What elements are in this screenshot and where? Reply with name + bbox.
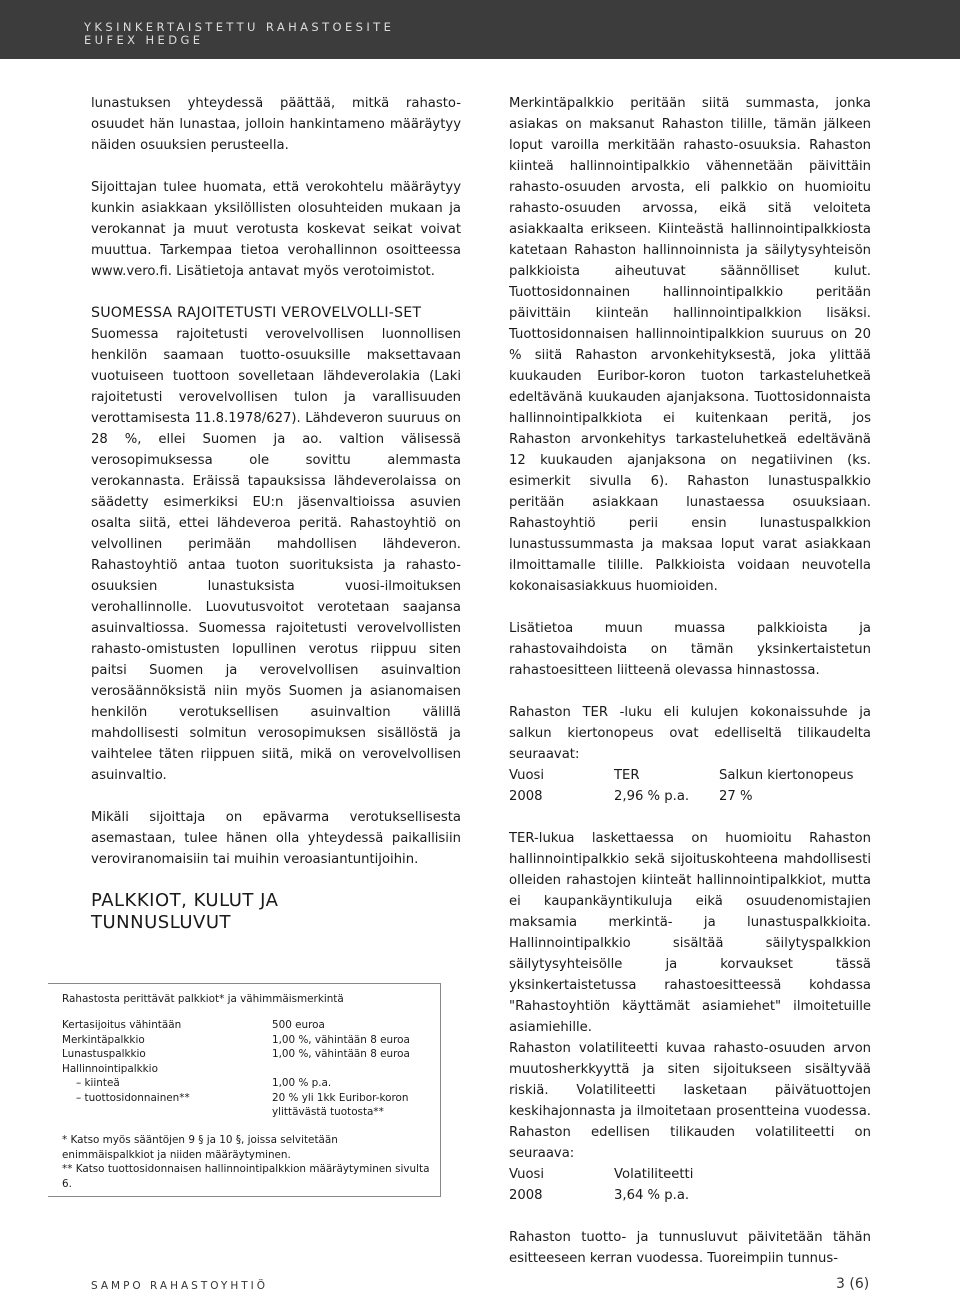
volatility-table xyxy=(509,1164,693,1206)
footer-brand: SAMPO RAHASTOYHTIÖ xyxy=(91,1280,269,1292)
ter-header-ter: TER xyxy=(614,768,640,783)
fee-value xyxy=(272,1062,410,1077)
left-column xyxy=(91,93,461,934)
section-heading-tax: SUOMESSA RAJOITETUSTI VEROVELVOLLI-SET xyxy=(91,305,422,321)
right-paragraph-1: Merkintäpalkkio peritään siitä summasta, jonka asiakas on maksanut Rahaston tilille, tämän jälkeen loput varoilla merkitään rahasto-osuuksia. Rahaston kiinteä hallinnointipalkkio vähennetään päivittäin rahasto-osuuden arvosta, eli palkkio on huomioitu rahasto-osuuden arvossa, eikä sitä veloiteta asiakkaalta erikseen. Kiinteästä hallinnointipalkkiosta katetaan Rahaston hallinnoinnista ja säilytysyhteisön palkkioista aiheutuvat säännölliset kulut. Tuottosidonnainen hallinnointipalkkio peritään päivittäin kiinteän hallinnointipalkkion lisäksi. Tuottosidonnaisen hallinnointipalkkion suuruus on 20 % siitä Rahaston arvonkehityksestä, joka ylittää kuukauden Euribor-koron tuoton tarkasteluhetkeä edeltävänä kuukauden ajanjaksona. Tuottosidonnaista hallinnointipalkkiota ei kuitenkaan peritä, jos Rahaston arvonkehitys tarkasteluhetkeä edeltävänä 12 kuukauden ajanjaksona on negatiivinen (ks. esimerkit sivulla 6). Rahaston lunastuspalkkio peritään asiakkaan lunastaessa osuuksiaan. Rahastoyhtiö perii ensin lunastuspalkkion lunastussummasta ja maksaa loput varat asiakkaan ilmoittamalle tilille. Palkkioista voidaan neuvotella kokonaisasiakkuus huomioiden. xyxy=(509,96,871,594)
fee-value: 1,00 %, vähintään 8 euroa xyxy=(272,1048,410,1060)
fee-label: Kertasijoitus vähintään xyxy=(62,1019,182,1031)
fee-value: 1,00 % p.a. xyxy=(272,1077,332,1089)
fee-value: 500 euroa xyxy=(272,1019,325,1031)
ter-table xyxy=(509,765,853,807)
fee-note-1: * Katso myös sääntöjen 9 § ja 10 §, joissa selvitetään enimmäispalkkiot ja niiden määräytyminen. xyxy=(62,1134,338,1161)
section-heading-fees-line1: PALKKIOT, KULUT JA xyxy=(91,890,279,911)
fee-row xyxy=(62,1091,410,1106)
fee-label: – tuottosidonnainen** xyxy=(76,1091,190,1104)
fee-row xyxy=(62,1062,410,1077)
vol-header-row xyxy=(509,1164,693,1185)
fee-label xyxy=(62,1105,272,1120)
vol-data-row xyxy=(509,1185,693,1206)
ter-data-row xyxy=(509,786,853,807)
vol-year: 2008 xyxy=(509,1188,543,1203)
ter-header-year: Vuosi xyxy=(509,768,545,783)
fee-value: 20 % yli 1kk Euribor-koron xyxy=(272,1091,409,1104)
ter-year: 2008 xyxy=(509,789,543,804)
header-fund-name: EUFEX HEDGE xyxy=(84,33,204,47)
fee-table xyxy=(62,1018,432,1120)
fee-box xyxy=(48,983,441,1197)
fee-label: Hallinnointipalkkio xyxy=(62,1062,158,1075)
fee-row xyxy=(62,1018,410,1033)
left-paragraph-1: lunastuksen yhteydessä päättää, mitkä rahasto-osuudet hän lunastaa, jolloin hankintameno määräytyy näiden osuuksien perusteella. xyxy=(91,96,461,153)
fee-rows xyxy=(62,1018,410,1120)
ter-header-row xyxy=(509,765,853,786)
fee-row xyxy=(62,1047,410,1062)
right-column xyxy=(509,93,871,1269)
fee-box-title: Rahastosta perittävät palkkiot* ja vähimmäismerkintä xyxy=(62,993,344,1005)
right-paragraph-3: Rahaston TER -luku eli kulujen kokonaissuhde ja salkun kiertonopeus ovat edelliseltä tilikaudelta seuraavat: xyxy=(509,705,871,762)
document-header xyxy=(0,0,960,59)
vol-header-value: Volatiliteetti xyxy=(614,1167,694,1182)
fee-row xyxy=(62,1033,410,1048)
header-title: YKSINKERTAISTETTU RAHASTOESITE xyxy=(84,20,395,34)
fee-note-2: ** Katso tuottosidonnaisen hallinnointipalkkion määräytyminen sivulta 6. xyxy=(62,1163,430,1190)
vol-value: 3,64 % p.a. xyxy=(614,1188,690,1203)
section-heading-fees-line2: TUNNUSLUVUT xyxy=(91,912,231,933)
page-number: 3 (6) xyxy=(836,1276,870,1292)
fee-label: Merkintäpalkkio xyxy=(62,1033,145,1046)
right-paragraph-6: Rahaston tuotto- ja tunnusluvut päivitetään tähän esitteeseen kerran vuodessa. Tuoreimpiin tunnus- xyxy=(509,1230,871,1266)
fee-row xyxy=(62,1076,410,1091)
ter-value: 2,96 % p.a. xyxy=(614,789,690,804)
fee-label: – kiinteä xyxy=(76,1077,120,1089)
ter-turnover: 27 % xyxy=(719,789,753,804)
left-paragraph-2: Sijoittajan tulee huomata, että verokohtelu määräytyy kunkin asiakkaan yksilöllisten olosuhteiden mukaan ja verokannat ja muut verotusta koskevat seikat voivat muuttua. Tarkempaa tietoa verohallinnon osoitteessa www.vero.fi. Lisätietoja antavat myös verotoimistot. xyxy=(91,180,461,279)
vol-header-year: Vuosi xyxy=(509,1167,545,1182)
left-paragraph-3: Suomessa rajoitetusti verovelvollisen luonnollisen henkilön saamaan tuotto-osuuksille maksettavaan vuotuiseen tuottoon sovelletaan lähdeverolakia (Laki rajoitetusti verovelvollisen tulon ja varallisuuden verottamisesta 11.8.1978/627). Lähdeveron suuruus on 28 %, ellei Suomen ja ao. valtion välisessä verosopimuksessa ole sovittu alemmasta verokannasta. Eräissä tapauksissa lähdeverolaissa on säädetty esimerkiksi EU:n jäsenvaltioissa asuvien osalta siitä, ettei lähdeveroa peritä. Rahastoyhtiö on velvollinen perimään mahdollisen lähdeveron. Rahastoyhtiö antaa tuoton suorituksista ja rahasto-osuuksien lunastuksista vuosi-ilmoituksen verohallinnolle. Luovutusvoitot verotetaan saajansa asuinvaltiossa. Suomessa rajoitetusti verovelvollisten rahasto-omistusten lopullinen verotus riippuu siten paitsi Suomen ja verovelvollisen asuinvaltion verosäännöksistä niin myös Suomen ja asianomaisen henkilön verotuksellisen asuinvaltion välillä mahdollisesti solmitun verosopimuksen sisällöstä ja vaihtelee täten riippuen siitä, mikä on verovelvollisen asuinvaltio. xyxy=(91,327,461,783)
right-paragraph-5: Rahaston volatiliteetti kuvaa rahasto-osuuden arvon muutosherkkyyttä ja siten sijoitukseen sisältyvää riskiä. Volatiliteetti lasketaan päivätuottojen keskihajonnasta ja ilmoitetaan prosentteina vuodessa. Rahaston edellisen tilikauden volatiliteetti on seuraava: xyxy=(509,1041,871,1161)
fee-label: Lunastuspalkkio xyxy=(62,1048,146,1060)
ter-header-turnover: Salkun kiertonopeus xyxy=(719,768,854,783)
fee-value: 1,00 %, vähintään 8 euroa xyxy=(272,1033,410,1046)
fee-value: ylittävästä tuotosta** xyxy=(272,1106,384,1118)
left-paragraph-4: Mikäli sijoittaja on epävarma verotuksellisesta asemastaan, tulee hänen olla yhteydessä paikallisiin veroviranomaisiin tai muihin veroasiantuntijoihin. xyxy=(91,810,461,867)
fee-row xyxy=(62,1105,410,1120)
right-paragraph-4: TER-lukua laskettaessa on huomioitu Rahaston hallinnointipalkkio sekä sijoituskohteena mahdollisesti olleiden rahastojen kiinteät hallinnointipalkkiot, mutta ei kaupankäyntikuluja eikä osuudenomistajien maksamia merkintä- ja lunastuspalkkioita. Hallinnointipalkkio sisältää säilytyspalkkion säilytysyhteisölle ja korvaukset tässä yksinkertaistetussa rahastoesitteessä kohdassa "Rahastoyhtiön käyttämät asiamiehet" ilmoitetuille asiamiehille. xyxy=(509,831,871,1035)
right-paragraph-2: Lisätietoa muun muassa palkkioista ja rahastovaihdoista on tämän yksinkertaistetun rahastoesitteen liitteenä olevassa hinnastossa. xyxy=(509,621,871,678)
